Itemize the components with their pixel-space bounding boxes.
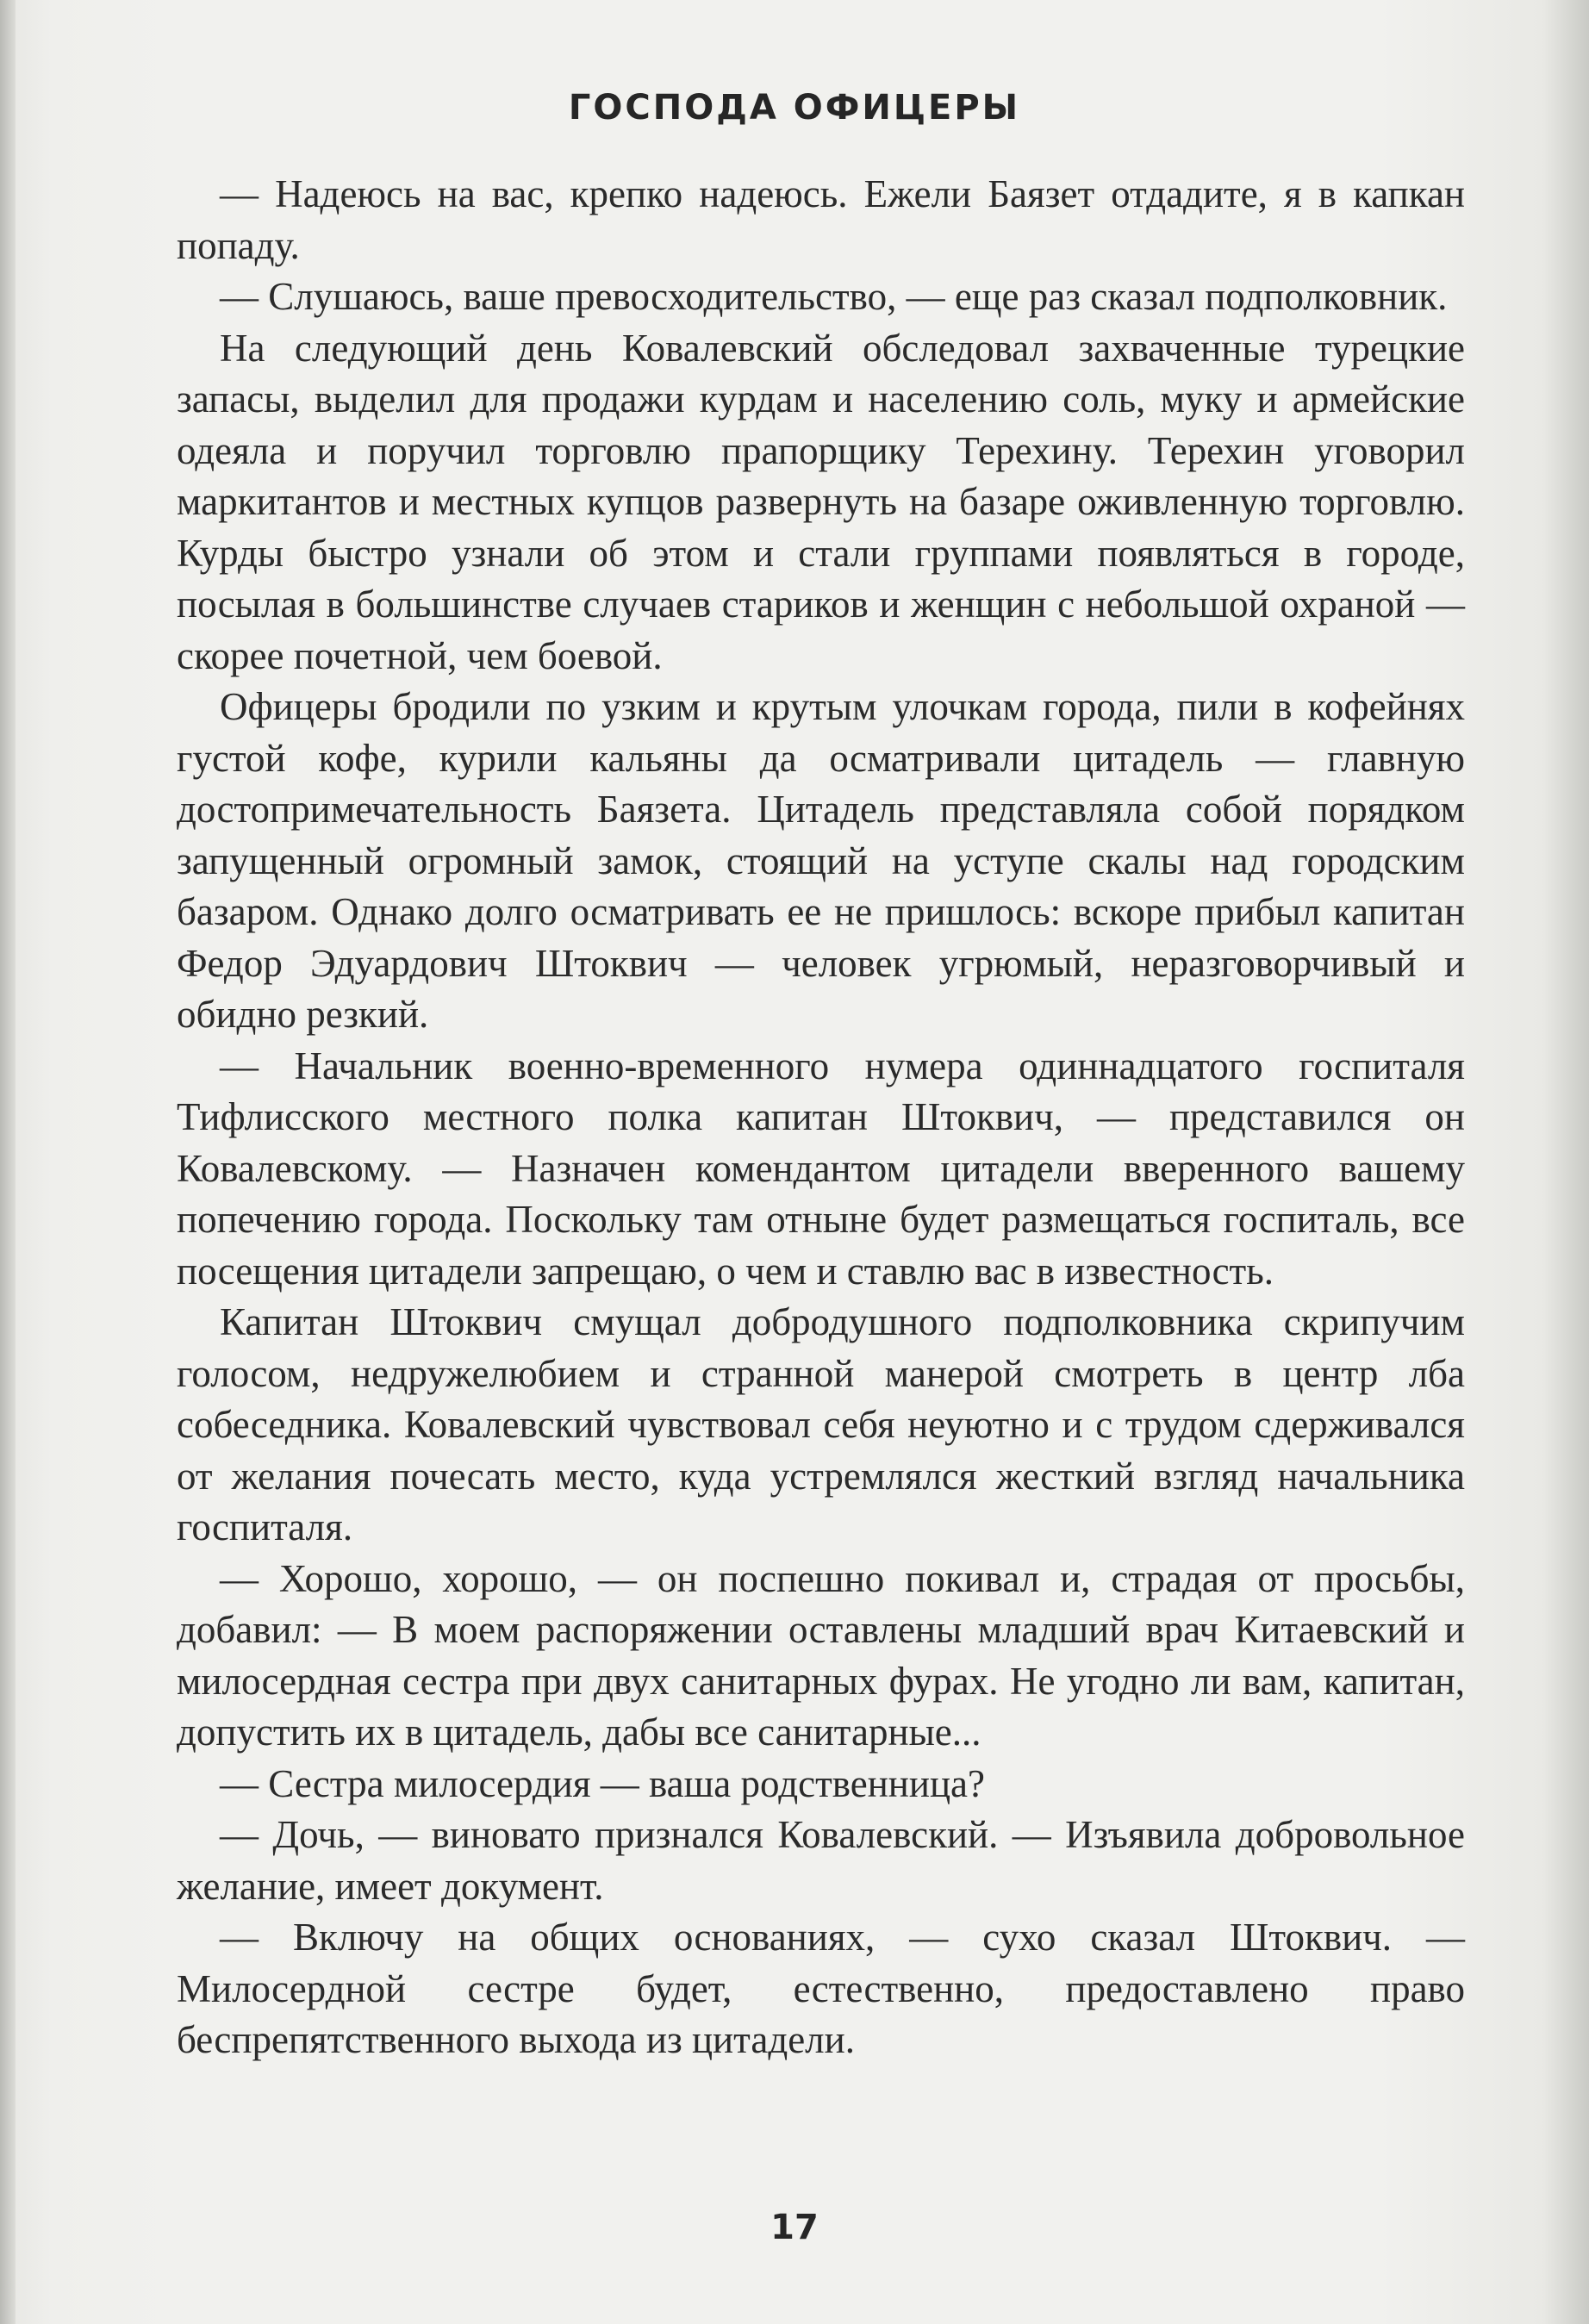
- running-title: ГОСПОДА ОФИЦЕРЫ: [568, 88, 1021, 128]
- paragraph: — Надеюсь на вас, крепко надеюсь. Ежели Баязет отдадите, я в капкан попаду.: [177, 172, 1465, 267]
- paragraph: Капитан Штоквич смущал добродушного подполковника скрипучим голосом, недружелюбием и странной манерой смотреть в центр лба собеседника. Ковалевский чувствовал себя неуютно и с трудом сдерживался от желания почесать место, куда устремлялся жесткий взгляд начальника госпиталя.: [177, 1300, 1465, 1548]
- body-text: [177, 169, 1465, 2066]
- paragraph: — Включу на общих основаниях, — сухо сказал Штоквич. — Милосердной сестре будет, естественно, предоставлено право беспрепятственного выхода из цитадели.: [177, 1916, 1465, 2061]
- page-edge-shadow: [0, 0, 16, 2324]
- paragraph: Офицеры бродили по узким и крутым улочкам города, пили в кофейнях густой кофе, курили кальяны да осматривали цитадель — главную достопримечательность Баязета. Цитадель представляла собой порядком запущенный огромный замок, стоящий на уступе скалы над городским базаром. Однако долго осматривать ее не пришлось: вскоре прибыл капитан Федор Эдуардович Штоквич — человек угрюмый, неразговорчивый и обидно резкий.: [177, 685, 1465, 1036]
- paragraph: — Слушаюсь, ваше превосходительство, — еще раз сказал подполковник.: [220, 275, 1448, 318]
- page-number: 17: [770, 2208, 819, 2247]
- paragraph: — Дочь, — виновато признался Ковалевский. — Изъявила добровольное желание, имеет документ.: [177, 1813, 1465, 1908]
- paragraph: — Хорошо, хорошо, — он поспешно покивал и, страдая от просьбы, добавил: — В моем распоряжении оставлены младший врач Китаевский и милосердная сестра при двух санитарных фурах. Не угодно ли вам, капитан, допустить их в цитадель, дабы все санитарные...: [177, 1556, 1465, 1754]
- paragraph: — Сестра милосердия — ваша родственница?: [220, 1761, 986, 1805]
- paragraph: На следующий день Ковалевский обследовал захваченные турецкие запасы, выделил для продажи курдам и населению соль, муку и армейские одеяла и поручил торговлю прапорщику Терехину. Терехин уговорил маркитантов и местных купцов развернуть на базаре оживленную торговлю. Курды быстро узнали об этом и стали группами появляться в городе, посылая в большинстве случаев стариков и женщин с небольшой охраной — скорее почетной, чем боевой.: [177, 326, 1465, 677]
- paragraph: — Начальник военно-временного нумера одиннадцатого госпиталя Тифлисского местного полка капитан Штоквич, — представился он Ковалевскому. — Назначен комендантом цитадели вверенного вашему попечению города. Поскольку там отныне будет размещаться госпиталь, все посещения цитадели запрещаю, о чем и ставлю вас в известность.: [177, 1044, 1465, 1293]
